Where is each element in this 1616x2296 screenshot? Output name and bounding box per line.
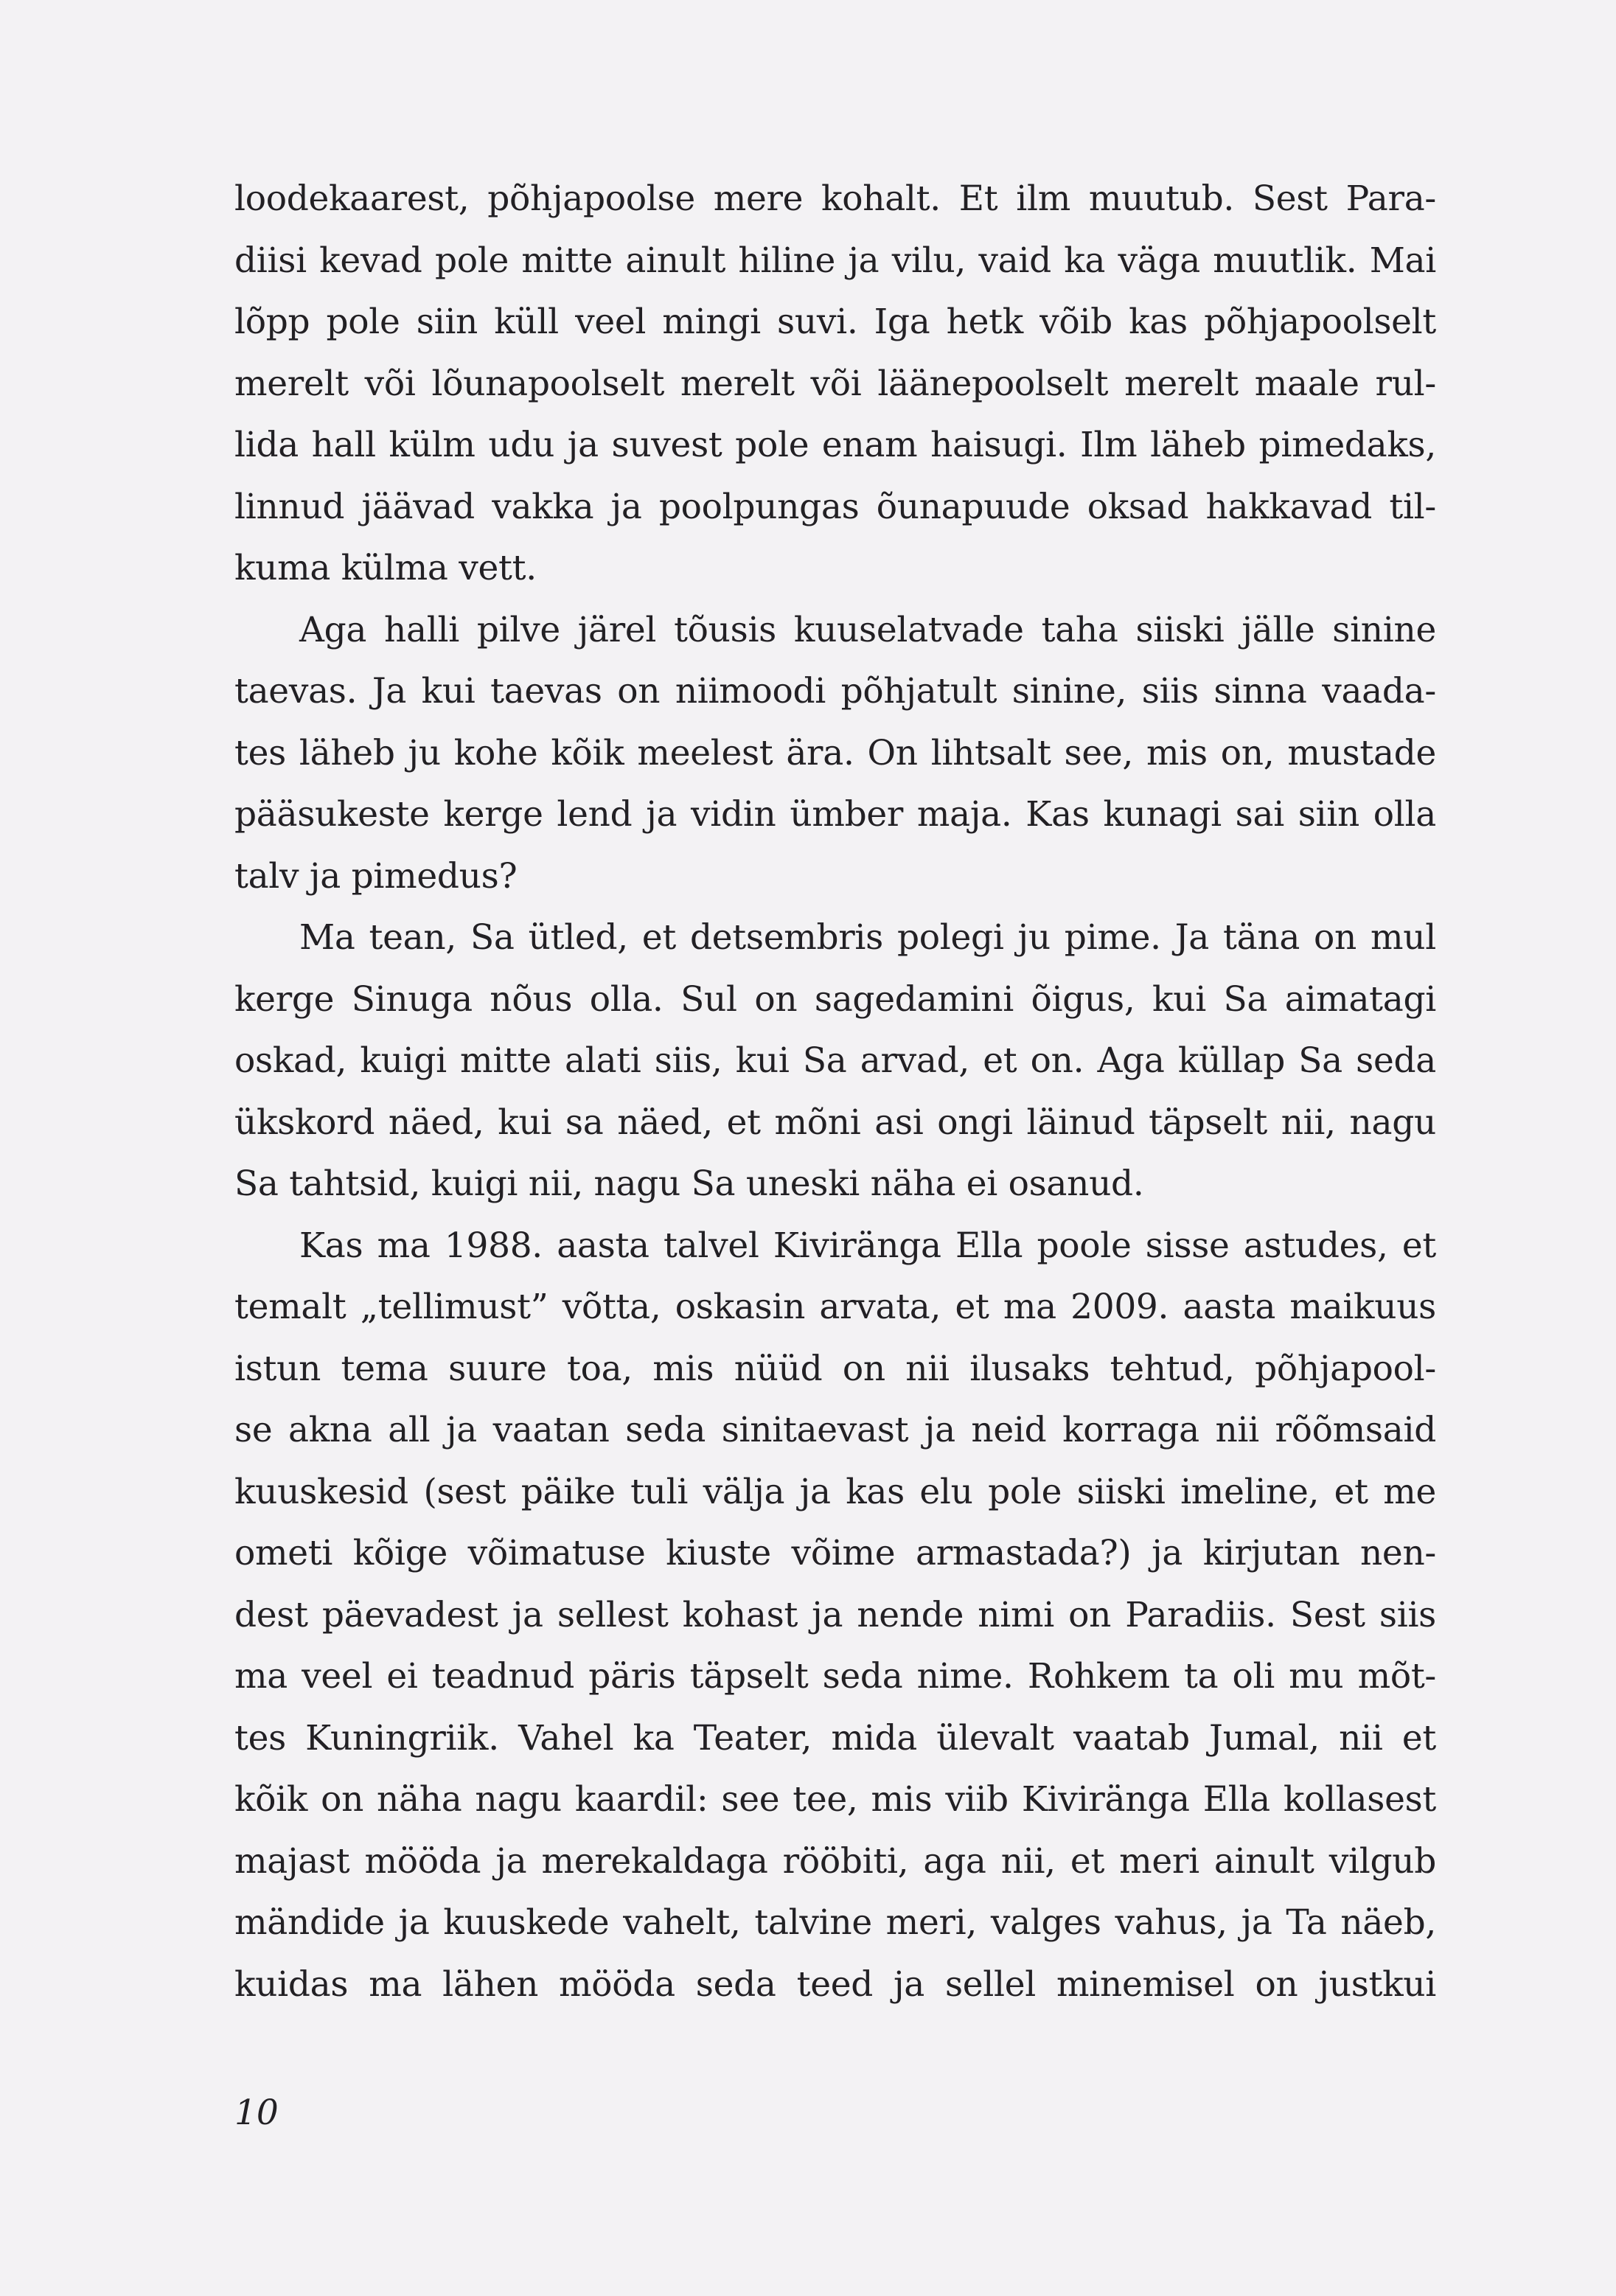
text-line: merelt või lõunapoolselt merelt või läänepoolselt merelt maale rul- bbox=[234, 363, 1436, 404]
text-line: mändide ja kuuskede vahelt, talvine meri, valges vahus, ja Ta näeb, bbox=[234, 1902, 1436, 1943]
text-line: linnud jäävad vakka ja poolpungas õunapuude oksad hakkavad til- bbox=[234, 486, 1436, 527]
text-line: ükskord näed, kui sa näed, et mõni asi ongi läinud täpselt nii, nagu bbox=[234, 1102, 1436, 1143]
text-line: tes Kuningriik. Vahel ka Teater, mida ülevalt vaatab Jumal, nii et bbox=[234, 1717, 1436, 1758]
text-line: diisi kevad pole mitte ainult hiline ja vilu, vaid ka väga muutlik. Mai bbox=[234, 240, 1436, 281]
text-line: Sa tahtsid, kuigi nii, nagu Sa uneski näha ei osanud. bbox=[234, 1163, 1144, 1204]
text-line: se akna all ja vaatan seda sinitaevast ja neid korraga nii rõõmsaid bbox=[234, 1410, 1436, 1450]
text-line: temalt „tellimust” võtta, oskasin arvata, et ma 2009. aasta maikuus bbox=[234, 1287, 1436, 1327]
text-line: tes läheb ju kohe kõik meelest ära. On lihtsalt see, mis on, mustade bbox=[234, 732, 1436, 773]
text-line: loodekaarest, põhjapoolse mere kohalt. Et ilm muutub. Sest Para- bbox=[234, 178, 1436, 219]
text-line: istun tema suure toa, mis nüüd on nii ilusaks tehtud, põhjapool- bbox=[234, 1348, 1436, 1389]
text-line: oskad, kuigi mitte alati siis, kui Sa arvad, et on. Aga küllap Sa seda bbox=[234, 1040, 1436, 1081]
body-text bbox=[234, 168, 1436, 2015]
page-number: 10 bbox=[234, 2093, 279, 2133]
text-line: majast mööda ja merekaldaga rööbiti, aga nii, et meri ainult vilgub bbox=[234, 1840, 1436, 1882]
text-line: pääsukeste kerge lend ja vidin ümber maja. Kas kunagi sai siin olla bbox=[234, 794, 1436, 835]
text-line: Ma tean, Sa ütled, et detsembris polegi ju pime. Ja täna on mul bbox=[299, 917, 1436, 958]
text-line: Aga halli pilve järel tõusis kuuselatvade taha siiski jälle sinine bbox=[299, 609, 1436, 650]
text-line: kuuskesid (sest päike tuli välja ja kas elu pole siiski imeline, et me bbox=[234, 1471, 1436, 1512]
text-line: lõpp pole siin küll veel mingi suvi. Iga hetk võib kas põhjapoolselt bbox=[234, 302, 1436, 342]
text-line: talv ja pimedus? bbox=[234, 855, 518, 897]
text-line: ometi kõige võimatuse kiuste võime armastada?) ja kirjutan nen- bbox=[234, 1533, 1436, 1573]
text-line: kerge Sinuga nõus olla. Sul on sagedamini õigus, kui Sa aimatagi bbox=[234, 978, 1436, 1020]
text-line: dest päevadest ja sellest kohast ja nende nimi on Paradiis. Sest siis bbox=[234, 1594, 1436, 1635]
text-line: kuidas ma lähen mööda seda teed ja sellel minemisel on justkui bbox=[234, 1963, 1436, 2005]
text-line: kõik on näha nagu kaardil: see tee, mis viib Kiviränga Ella kollasest bbox=[234, 1779, 1436, 1820]
text-line: taevas. Ja kui taevas on niimoodi põhjatult sinine, siis sinna vaada- bbox=[234, 671, 1436, 712]
text-line: Kas ma 1988. aasta talvel Kiviränga Ella poole sisse astudes, et bbox=[299, 1225, 1436, 1266]
text-line: ma veel ei teadnud päris täpselt seda nime. Rohkem ta oli mu mõt- bbox=[234, 1656, 1436, 1697]
text-line: kuma külma vett. bbox=[234, 548, 537, 588]
text-line: lida hall külm udu ja suvest pole enam haisugi. Ilm läheb pimedaks, bbox=[234, 425, 1436, 465]
